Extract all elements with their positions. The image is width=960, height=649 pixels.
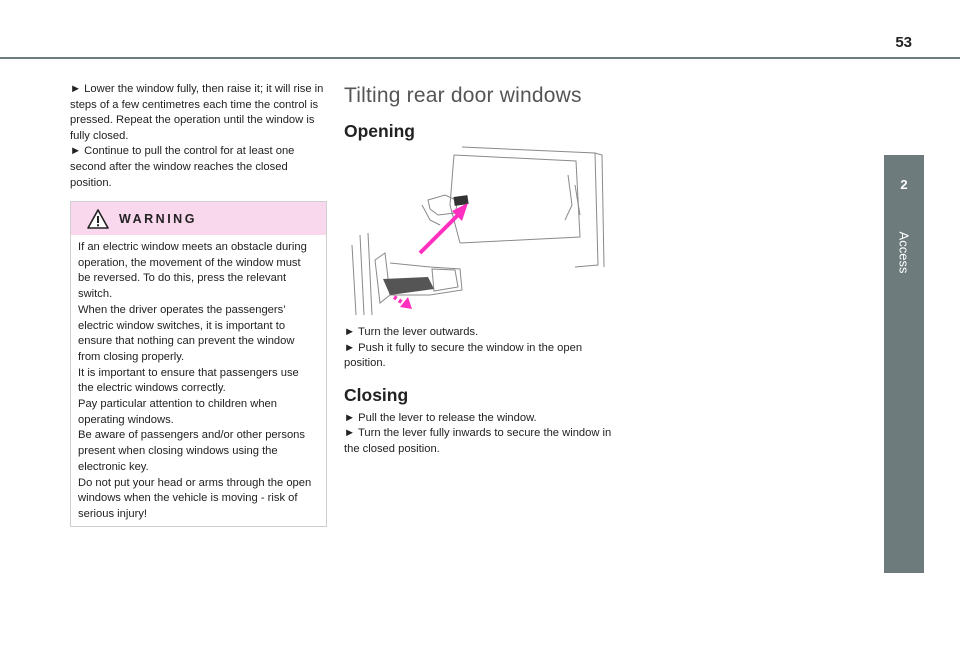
turn-arrow-icon xyxy=(420,203,468,253)
left-column xyxy=(70,82,327,191)
closing-heading: Closing xyxy=(344,384,409,405)
warning-line: When the driver operates the passengers’ electric window switches, it is important to ensure that nothing can prevent the window from closing properly. xyxy=(78,303,295,363)
closing-step: ► Turn the lever fully inwards to secure the window in the closed position. xyxy=(344,427,612,455)
warning-box xyxy=(70,201,327,527)
chapter-tab[interactable] xyxy=(884,155,924,213)
warning-line: Do not put your head or arms through the open windows when the vehicle is moving - risk of serious injury! xyxy=(78,476,312,520)
left-paragraph: ► Continue to pull the control for at least one second after the window reaches the closed position. xyxy=(70,145,295,189)
chapter-label: Access xyxy=(896,231,912,273)
warning-line: It is important to ensure that passengers use the electric windows correctly. xyxy=(78,366,299,395)
opening-step: ► Push it fully to secure the window in the open position. xyxy=(344,341,583,370)
opening-heading: Opening xyxy=(344,121,415,141)
chapter-label-box xyxy=(884,222,924,282)
header-rule xyxy=(0,57,960,59)
warning-text xyxy=(71,235,326,523)
chapter-number: 2 xyxy=(900,176,908,192)
section-title: Tilting rear door windows xyxy=(344,84,582,107)
rear-window-lever-illustration xyxy=(350,145,608,315)
closing-step: ► Pull the lever to release the window. xyxy=(344,411,537,424)
warning-triangle-icon xyxy=(87,209,109,229)
warning-title: WARNING xyxy=(119,211,197,226)
warning-line: If an electric window meets an obstacle during operation, the movement of the window must be reversed. To do this, press the relevant switch. xyxy=(78,241,307,301)
push-arrow-icon xyxy=(394,297,412,309)
warning-line: Be aware of passengers and/or other persons present when closing windows using the electronic key. xyxy=(78,429,305,473)
left-paragraph: ► Lower the window fully, then raise it; it will rise in steps of a few centimetres each time the control is pressed. Repeat the operation until the window is fully closed. xyxy=(70,83,324,142)
warning-header xyxy=(71,202,326,235)
warning-line: Pay particular attention to children when operating windows. xyxy=(78,398,278,426)
page-number: 53 xyxy=(895,34,912,51)
opening-step: ► Turn the lever outwards. xyxy=(344,326,479,338)
